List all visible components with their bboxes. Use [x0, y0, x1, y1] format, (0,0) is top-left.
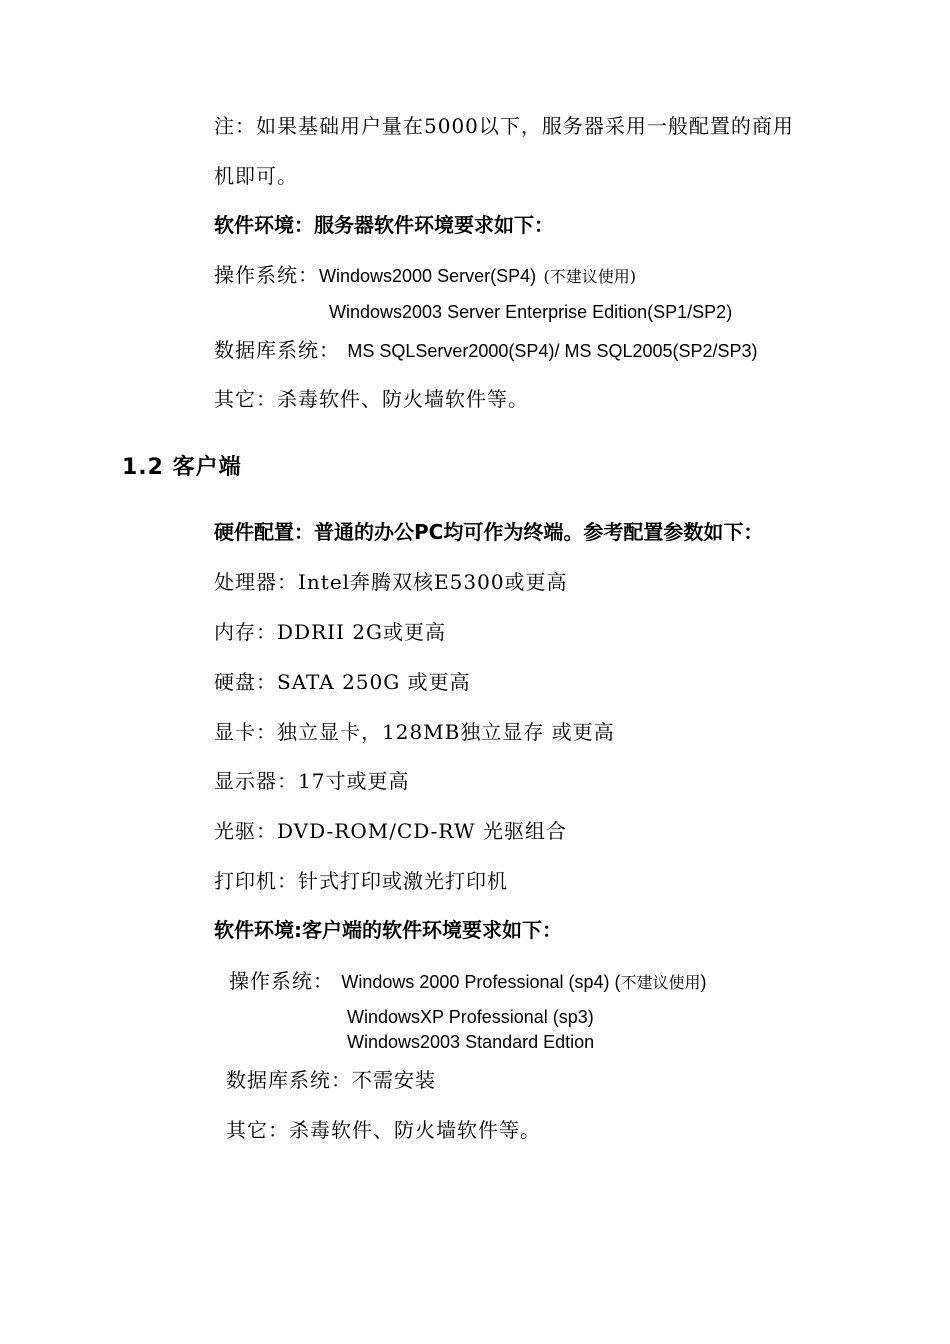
- server-os-row: [214, 263, 636, 289]
- section-heading-client: [122, 456, 242, 480]
- server-other: 其它：杀毒软件、防火墙软件等。: [214, 387, 529, 411]
- client-db: 数据库系统：不需安装: [226, 1068, 436, 1092]
- client-other: 其它：杀毒软件、防火墙软件等。: [226, 1118, 541, 1142]
- client-os-value1-end: ): [700, 972, 707, 992]
- server-os-value2: Windows2003 Server Enterprise Edition(SP1/SP2): [329, 302, 733, 322]
- server-os-value1: Windows2000 Server(SP4): [319, 266, 537, 286]
- client-hardware-heading: 硬件配置：普通的办公PC均可作为终端。参考配置参数如下：: [214, 520, 764, 544]
- server-db-value: MS SQLServer2000(SP4)/ MS SQL2005(SP2/SP3): [347, 341, 758, 361]
- client-os-value1: Windows 2000 Professional (sp4) (: [341, 972, 621, 992]
- section-number: 1.2: [122, 455, 164, 480]
- client-monitor: 显示器：17寸或更高: [214, 769, 410, 793]
- server-os-value1-note: (不建议使用): [543, 267, 636, 286]
- client-memory: 内存：DDRII 2G或更高: [214, 620, 446, 644]
- client-os-value1-note: 不建议使用: [620, 973, 701, 992]
- server-note-line2: 机即可。: [214, 164, 298, 188]
- client-disk: 硬盘：SATA 250G 或更高: [214, 670, 471, 694]
- server-os-label: 操作系统：: [214, 263, 319, 287]
- client-os-value2: WindowsXP Professional (sp3): [347, 1007, 594, 1027]
- client-os-value3: Windows2003 Standard Edtion: [347, 1032, 595, 1052]
- client-os-label: 操作系统：: [229, 969, 334, 993]
- server-db-label: 数据库系统：: [214, 338, 340, 362]
- client-os-row: [229, 969, 707, 995]
- server-db-row: [214, 338, 758, 363]
- section-title: 客户端: [172, 455, 242, 480]
- client-gpu: 显卡：独立显卡，128MB独立显存 或更高: [214, 720, 615, 744]
- client-cpu: 处理器：Intel奔腾双核E5300或更高: [214, 570, 568, 594]
- client-optical: 光驱：DVD-ROM/CD-RW 光驱组合: [214, 819, 567, 843]
- server-software-heading: 软件环境：服务器软件环境要求如下：: [214, 213, 554, 237]
- server-note-line1: 注：如果基础用户量在5000以下，服务器采用一般配置的商用: [214, 114, 794, 138]
- client-printer: 打印机：针式打印或激光打印机: [214, 869, 508, 893]
- client-software-heading: 软件环境:客户端的软件环境要求如下：: [214, 918, 562, 942]
